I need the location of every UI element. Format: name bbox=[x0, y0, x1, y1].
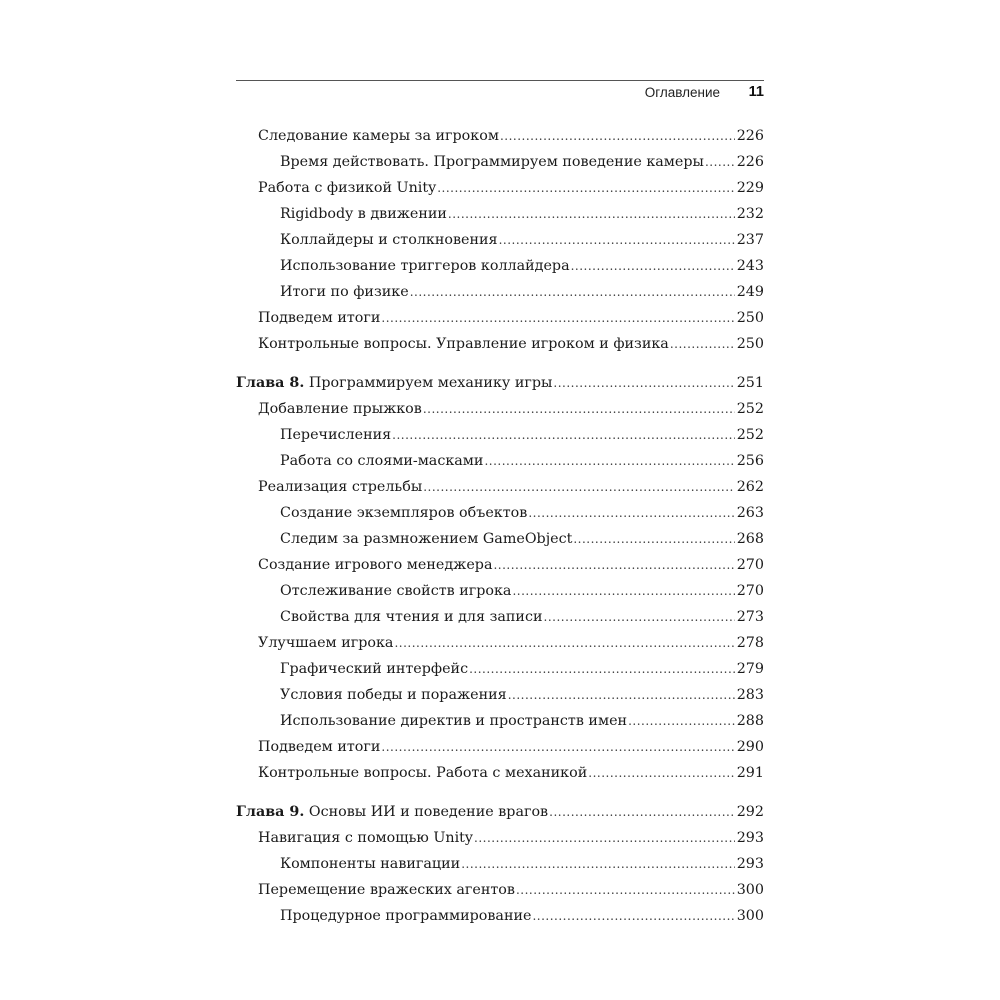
toc-leader-dots bbox=[500, 126, 735, 146]
toc-entry-title: Реализация стрельбы bbox=[258, 479, 423, 495]
running-header-title: Оглавление bbox=[644, 85, 720, 100]
toc-entry[interactable] bbox=[280, 503, 764, 523]
toc-entry-title: Добавление прыжков bbox=[258, 401, 422, 417]
toc-entry[interactable] bbox=[280, 711, 764, 731]
toc-entry-title: Создание экземпляров объектов bbox=[280, 505, 528, 521]
toc-entry[interactable] bbox=[258, 633, 764, 653]
toc-entry[interactable] bbox=[280, 282, 764, 302]
toc-entry-page: 290 bbox=[736, 739, 764, 755]
toc-chapter-title bbox=[236, 373, 553, 393]
toc-chapter-entry[interactable] bbox=[236, 373, 764, 393]
toc-entry-page: 283 bbox=[736, 687, 764, 703]
toc-leader-dots bbox=[423, 399, 735, 419]
toc-leader-dots bbox=[469, 659, 735, 679]
toc-entry-page: 249 bbox=[736, 284, 764, 300]
toc-entry-page: 251 bbox=[736, 375, 764, 391]
toc-entry[interactable] bbox=[258, 399, 764, 419]
toc-entry-title: Работа с физикой Unity bbox=[258, 180, 437, 196]
toc-leader-dots bbox=[508, 685, 735, 705]
toc-entry-title: Свойства для чтения и для записи bbox=[280, 609, 543, 625]
toc-entry-page: 300 bbox=[736, 882, 764, 898]
toc-leader-dots bbox=[448, 204, 735, 224]
toc-entry-title: Rigidbody в движении bbox=[280, 206, 447, 222]
toc-entry-page: 226 bbox=[736, 154, 764, 170]
toc-leader-dots bbox=[381, 308, 734, 328]
chapter-name: Основы ИИ и поведение врагов bbox=[308, 804, 549, 820]
toc-entry-page: 270 bbox=[736, 557, 764, 573]
toc-leader-dots bbox=[516, 880, 735, 900]
toc-leader-dots bbox=[499, 230, 735, 250]
toc-entry-page: 268 bbox=[736, 531, 764, 547]
toc-entry[interactable] bbox=[280, 529, 764, 549]
toc-entry-page: 288 bbox=[736, 713, 764, 729]
toc-leader-dots bbox=[392, 425, 735, 445]
toc-entry-title: Подведем итоги bbox=[258, 310, 381, 326]
toc-entry-title: Условия победы и поражения bbox=[280, 687, 507, 703]
toc-entry-page: 250 bbox=[736, 310, 764, 326]
toc-leader-dots bbox=[484, 451, 734, 471]
toc-leader-dots bbox=[628, 711, 735, 731]
toc-entry-title: Следим за размножением GameObject bbox=[280, 531, 573, 547]
toc-entry-title: Работа со слоями-масками bbox=[280, 453, 484, 469]
toc-entry[interactable] bbox=[280, 451, 764, 471]
toc-entry-page: 293 bbox=[736, 856, 764, 872]
chapter-number: Глава 9. bbox=[236, 804, 305, 820]
toc-entry-title: Процедурное программирование bbox=[280, 908, 532, 924]
toc-entry-title: Перемещение вражеских агентов bbox=[258, 882, 515, 898]
toc-entry[interactable] bbox=[258, 555, 764, 575]
toc-entry[interactable] bbox=[280, 256, 764, 276]
toc-entry[interactable] bbox=[280, 581, 764, 601]
toc-entry-page: 292 bbox=[736, 804, 764, 820]
toc-entry-page: 243 bbox=[736, 258, 764, 274]
chapter-number: Глава 8. bbox=[236, 375, 305, 391]
toc-entry-title: Итоги по физике bbox=[280, 284, 409, 300]
toc-entry-title: Время действовать. Программируем поведение камеры bbox=[280, 154, 704, 170]
toc-entry-page: 250 bbox=[736, 336, 764, 352]
toc-entry-page: 300 bbox=[736, 908, 764, 924]
toc-leader-dots bbox=[437, 178, 735, 198]
toc-leader-dots bbox=[528, 503, 734, 523]
toc-entry-title: Использование директив и пространств имен bbox=[280, 713, 628, 729]
toc-leader-dots bbox=[381, 737, 734, 757]
toc-leader-dots bbox=[705, 152, 735, 172]
toc-leader-dots bbox=[423, 477, 734, 497]
toc-leader-dots bbox=[588, 763, 734, 783]
book-page bbox=[236, 0, 764, 1000]
toc-entry-title: Создание игрового менеджера bbox=[258, 557, 493, 573]
toc-entry[interactable] bbox=[280, 204, 764, 224]
toc-leader-dots bbox=[544, 607, 735, 627]
toc-entry-title: Перечисления bbox=[280, 427, 392, 443]
toc-leader-dots bbox=[512, 581, 734, 601]
toc-entry[interactable] bbox=[280, 152, 764, 172]
toc-leader-dots bbox=[461, 854, 735, 874]
toc-entry[interactable] bbox=[280, 607, 764, 627]
toc-entry[interactable] bbox=[258, 308, 764, 328]
toc-entry-page: 262 bbox=[736, 479, 764, 495]
toc-entry[interactable] bbox=[280, 230, 764, 250]
toc-entry-page: 232 bbox=[736, 206, 764, 222]
toc-entry-title: Графический интерфейс bbox=[280, 661, 469, 677]
toc-entry-page: 273 bbox=[736, 609, 764, 625]
toc-entry-page: 252 bbox=[736, 427, 764, 443]
toc-entry[interactable] bbox=[280, 659, 764, 679]
table-of-contents bbox=[236, 0, 764, 1000]
toc-leader-dots bbox=[394, 633, 734, 653]
toc-entry[interactable] bbox=[280, 906, 764, 926]
toc-entry[interactable] bbox=[258, 880, 764, 900]
toc-entry[interactable] bbox=[258, 477, 764, 497]
toc-chapter-entry[interactable] bbox=[236, 802, 764, 822]
chapter-name: Программируем механику игры bbox=[308, 375, 553, 391]
toc-entry-title: Использование триггеров коллайдера bbox=[280, 258, 570, 274]
toc-entry-title: Навигация с помощью Unity bbox=[258, 830, 474, 846]
toc-entry-title: Компоненты навигации bbox=[280, 856, 461, 872]
toc-entry[interactable] bbox=[258, 126, 764, 146]
toc-entry[interactable] bbox=[258, 737, 764, 757]
toc-entry-page: 278 bbox=[736, 635, 764, 651]
toc-entry[interactable] bbox=[280, 685, 764, 705]
toc-entry-title: Коллайдеры и столкновения bbox=[280, 232, 498, 248]
toc-entry[interactable] bbox=[258, 763, 764, 783]
toc-leader-dots bbox=[549, 802, 735, 822]
toc-entry-page: 291 bbox=[736, 765, 764, 781]
toc-entry-title: Контрольные вопросы. Работа с механикой bbox=[258, 765, 588, 781]
toc-entry-page: 252 bbox=[736, 401, 764, 417]
toc-leader-dots bbox=[532, 906, 734, 926]
toc-entry-page: 229 bbox=[736, 180, 764, 196]
toc-leader-dots bbox=[493, 555, 734, 575]
toc-entry-page: 270 bbox=[736, 583, 764, 599]
page-number: 11 bbox=[748, 84, 764, 100]
toc-entry-title: Контрольные вопросы. Управление игроком и физика bbox=[258, 336, 669, 352]
toc-entry-page: 237 bbox=[736, 232, 764, 248]
toc-entry-page: 293 bbox=[736, 830, 764, 846]
toc-leader-dots bbox=[573, 529, 734, 549]
toc-entry-page: 279 bbox=[736, 661, 764, 677]
toc-leader-dots bbox=[474, 828, 735, 848]
toc-entry-page: 256 bbox=[736, 453, 764, 469]
toc-entry[interactable] bbox=[280, 854, 764, 874]
toc-entry-title: Отслеживание свойств игрока bbox=[280, 583, 512, 599]
toc-entry-title: Подведем итоги bbox=[258, 739, 381, 755]
toc-entry-title: Следование камеры за игроком bbox=[258, 128, 499, 144]
toc-entry[interactable] bbox=[258, 828, 764, 848]
toc-leader-dots bbox=[553, 373, 734, 393]
toc-entry[interactable] bbox=[280, 425, 764, 445]
toc-leader-dots bbox=[410, 282, 735, 302]
toc-entry[interactable] bbox=[258, 334, 764, 354]
toc-entry-page: 226 bbox=[736, 128, 764, 144]
toc-entry-title: Улучшаем игрока bbox=[258, 635, 394, 651]
toc-entry[interactable] bbox=[258, 178, 764, 198]
toc-entry-page: 263 bbox=[736, 505, 764, 521]
toc-leader-dots bbox=[571, 256, 735, 276]
toc-chapter-title bbox=[236, 802, 549, 822]
toc-leader-dots bbox=[670, 334, 735, 354]
